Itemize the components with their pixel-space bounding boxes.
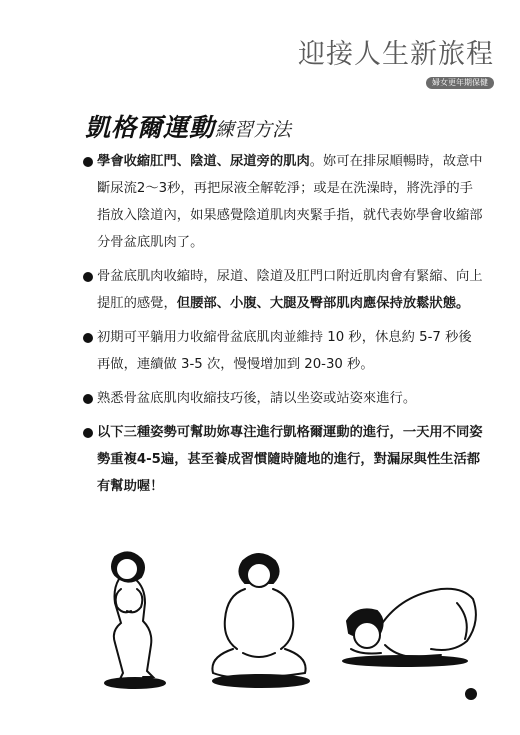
brand-header: [294, 40, 494, 89]
bullet-dot-icon: [83, 428, 93, 438]
bullet-item-3: [83, 324, 483, 378]
bullet-1-bold: 學會收縮肛門、陰道、尿道旁的肌肉: [97, 154, 310, 169]
page-marker-dot: [465, 688, 477, 700]
bullet-1-text: 。妳可在排尿順暢時，故意中斷尿流2～3秒，再把尿液全解乾淨；或是在洗澡時，將洗淨的手指放入陰道內，如果感覺陰道肌肉夾緊手指，就代表妳學會收縮部分骨盆底肌肉了。: [97, 154, 483, 250]
brand-subtitle: 婦女更年期保健: [426, 77, 494, 89]
bullet-5-bold: 以下三種姿勢可幫助妳專注進行凱格爾運動的進行，一天用不同姿勢重複4-5遍，甚至養成習慣隨時隨地的進行，對漏尿與性生活都有幫助喔！: [97, 425, 483, 494]
section-title-sub: 練習方法: [215, 119, 292, 141]
bullet-2-bold: 但腰部、小腹、大腿及臀部肌肉應保持放鬆狀態: [176, 296, 457, 311]
brand-title: 迎接人生新旅程: [298, 39, 494, 70]
section-title-main: 凱格爾運動: [85, 113, 216, 142]
bullet-3-text: 初期可平躺用力收縮骨盆底肌肉並維持 10 秒，休息約 5-7 秒後再做，連續做 3-5 次，慢慢增加到 20-30 秒。: [97, 330, 472, 372]
bullet-4-text: 熟悉骨盆底肌肉收縮技巧後，請以坐姿或站姿來進行。: [97, 391, 417, 406]
bullet-item-2: [83, 263, 483, 317]
section-title: [85, 108, 291, 144]
exercise-illustrations: [85, 545, 485, 695]
kneeling-forward-figure-icon: [343, 589, 476, 666]
bullet-item-4: [83, 385, 483, 412]
bullet-dot-icon: [83, 394, 93, 404]
bullet-2-text: 骨盆底肌肉收縮時，尿道、陰道及肛門口附近肌肉會有緊縮、向上提肛的感覺，: [97, 269, 483, 311]
standing-squat-figure-icon: [105, 552, 165, 688]
bullet-dot-icon: [83, 272, 93, 282]
bullet-list: [83, 148, 483, 507]
bullet-item-1: [83, 148, 483, 256]
bullet-2-end: 。: [456, 296, 470, 311]
bullet-dot-icon: [83, 157, 93, 167]
bullet-dot-icon: [83, 333, 93, 343]
seated-cross-legged-figure-icon: [212, 554, 309, 687]
bullet-item-5: [83, 419, 483, 500]
